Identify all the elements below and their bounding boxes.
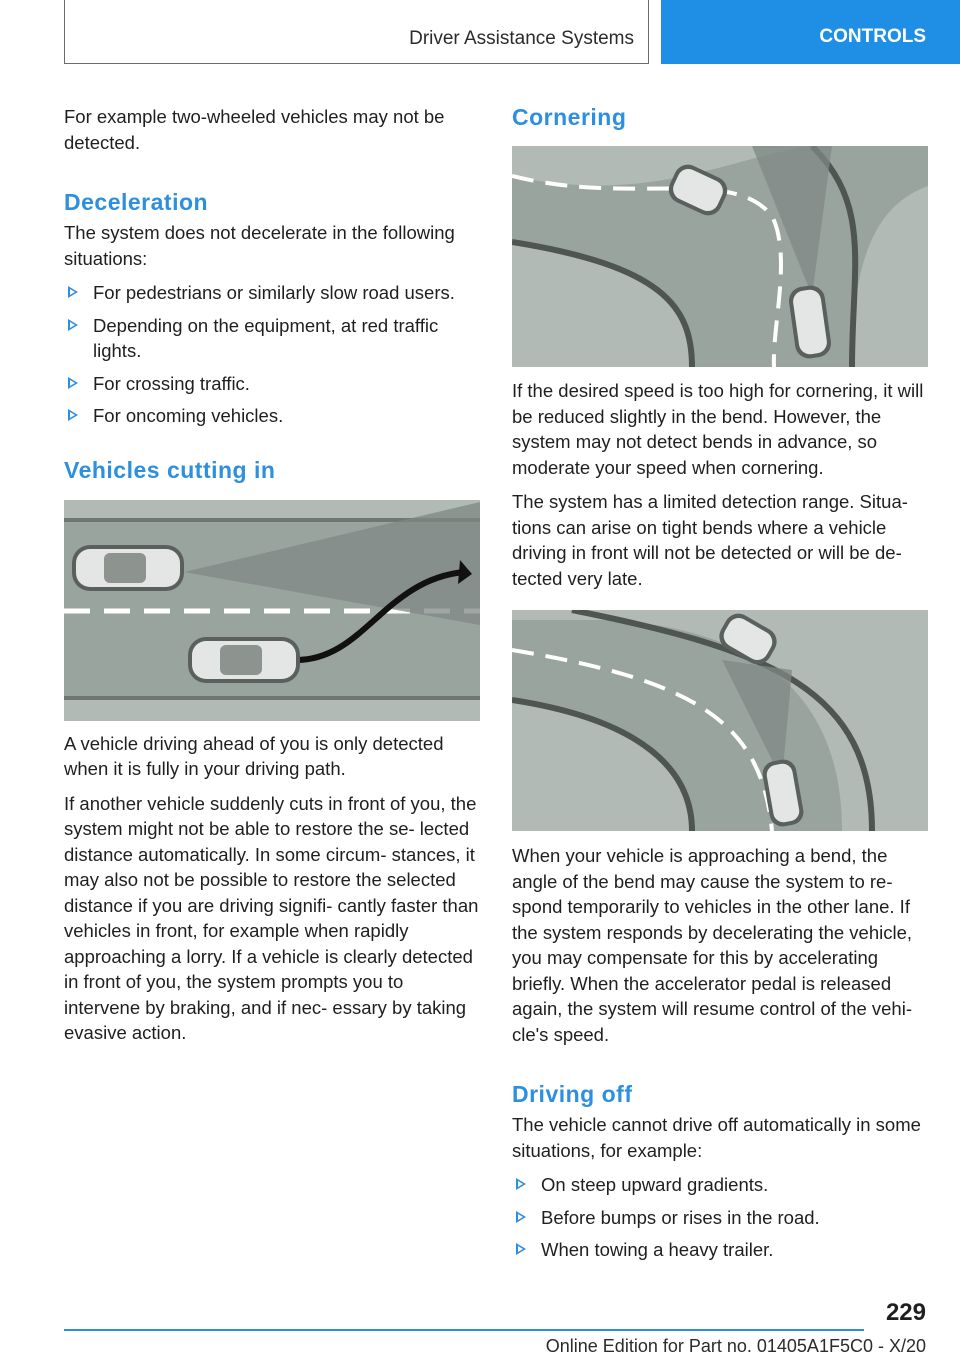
cornering-illustration-2 xyxy=(512,610,928,831)
header-chapter-label: CONTROLS xyxy=(819,26,926,47)
header-chapter-tab xyxy=(661,0,960,64)
driving-off-heading: Driving off xyxy=(512,1081,633,1107)
list-item xyxy=(64,280,480,306)
deceleration-text: The system does not decelerate in the following situations: xyxy=(64,222,455,269)
header-box xyxy=(64,0,649,64)
list-item-text: For oncoming vehicles. xyxy=(93,405,284,426)
cutting-in-heading: Vehicles cutting in xyxy=(64,456,276,483)
cornering-heading: Cornering xyxy=(512,104,627,130)
list-item xyxy=(64,371,480,397)
list-item-text: For crossing traffic. xyxy=(93,372,250,394)
triangle-bullet-icon xyxy=(516,1243,526,1255)
footer-divider xyxy=(64,1329,864,1331)
footer-edition: Online Edition for Part no. 01405A1F5C0 - X/20 xyxy=(545,1336,926,1356)
list-item xyxy=(512,1205,928,1231)
list-item xyxy=(512,1172,928,1198)
list-item-text: Before bumps or rises in the road. xyxy=(541,1206,820,1228)
cutting-in-illustration xyxy=(64,500,480,721)
right-column xyxy=(512,104,928,1270)
triangle-bullet-icon xyxy=(68,286,78,298)
triangle-bullet-icon xyxy=(68,409,78,421)
list-item-text: When towing a heavy trailer. xyxy=(541,1239,774,1260)
list-item xyxy=(64,403,480,429)
cornering-text-3: When your vehicle is approaching a bend, the angle of the bend may cause the system to re‐ spond temporarily to vehicles in the other lane. If the system responds by decelerating the vehicle, you may compensate for this by accelerating briefly. When the accelerator pedal is released again, the system will resume control of the vehi‐ cle's speed. xyxy=(512,845,913,1045)
page-number: 229 xyxy=(885,1299,926,1326)
cornering-illustration-1 xyxy=(512,146,928,367)
cornering-text-2: The system has a limited detection range. Situa‐ tions can arise on tight bends where a vehicle driving in front will not be detected or will be de‐ tected very late. xyxy=(512,491,908,589)
deceleration-list xyxy=(64,280,480,429)
list-item xyxy=(512,1237,928,1263)
triangle-bullet-icon xyxy=(68,319,78,331)
driving-off-text: The vehicle cannot drive off automatically in some situations, for example: xyxy=(512,1114,921,1161)
cutting-in-text-2: If another vehicle suddenly cuts in front of you, the system might not be able to restore the se‐ lected distance automatically. In some circum‐ stances, it may also not be possible to restore the selected distance if you are driving signifi‐ cantly faster than vehicles in front, for example when rapidly approaching a lorry. If a vehicle is clearly detected in front of you, the system prompts you to intervene by braking, and if nec‐ essary by taking evasive action. xyxy=(64,792,479,1043)
cutting-in-text-1: A vehicle driving ahead of you is only detected when it is fully in your driving path. xyxy=(64,732,444,779)
triangle-bullet-icon xyxy=(516,1178,526,1190)
list-item xyxy=(64,313,480,364)
list-item-text: For pedestrians or similarly slow road users. xyxy=(93,282,455,303)
car-ahead xyxy=(72,545,184,591)
driving-off-list xyxy=(512,1172,928,1263)
list-item-text: On steep upward gradients. xyxy=(541,1174,769,1195)
cornering-text-1: If the desired speed is too high for cornering, it will be reduced slightly in the bend. However, the system may not detect bends in advance, so moderate your speed when cornering. xyxy=(512,380,924,478)
triangle-bullet-icon xyxy=(68,377,78,389)
car-cutting-in xyxy=(188,637,300,683)
deceleration-heading: Deceleration xyxy=(64,189,209,215)
left-column xyxy=(64,104,480,1055)
list-item-text: Depending on the equipment, at red traffic lights. xyxy=(93,314,439,361)
intro-text: For example two-wheeled vehicles may not be detected. xyxy=(64,106,445,153)
triangle-bullet-icon xyxy=(516,1211,526,1223)
header-section-title: Driver Assistance Systems xyxy=(409,28,634,49)
